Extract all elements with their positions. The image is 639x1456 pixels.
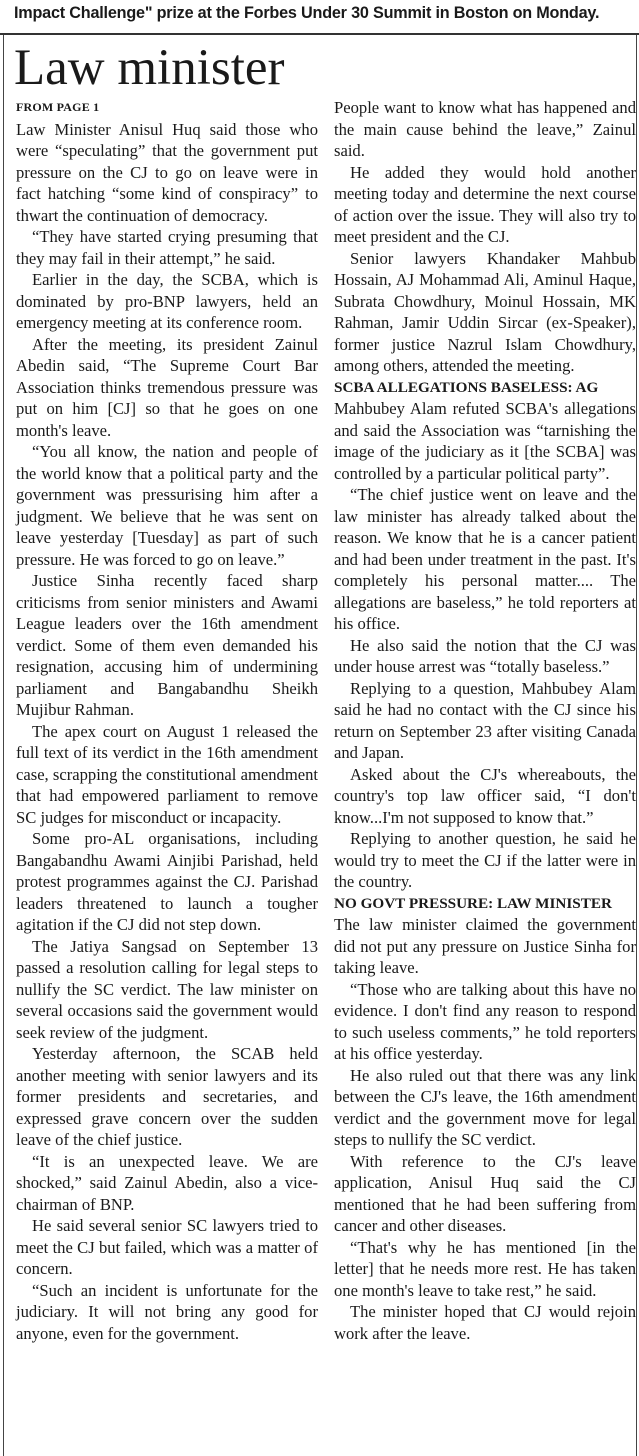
paragraph: Asked about the CJ's whereabouts, the country's top law officer said, “I don't know...I'm not supposed to know that.” (334, 764, 636, 827)
paragraph: Yesterday afternoon, the SCAB held another meeting with senior lawyers and its former presidents and secretaries, and expressed grave concern over the sudden leave of the chief justice. (16, 1044, 318, 1149)
paragraph: “Such an incident is unfortunate for the judiciary. It will not bring any good for anyone, even for the government. (16, 1280, 318, 1343)
paragraph: The minister hoped that CJ would rejoin work after the leave. (334, 1302, 636, 1343)
right-border-rule (636, 35, 637, 1456)
paragraph: “You all know, the nation and people of the world know that a political party and the government was pressurising him after a judgment. We believe that he was sent on leave yesterday [Tuesday] as part of such pressure. He was forced to go on leave.” (16, 442, 318, 569)
top-rule (0, 33, 639, 35)
paragraph: With reference to the CJ's leave application, Anisul Huq said the CJ mentioned that he had been suffering from cancer and other diseases. (334, 1151, 636, 1235)
paragraph: The law minister claimed the government did not put any pressure on Justice Sinha for taking leave. (334, 915, 636, 977)
paragraph: He also said the notion that the CJ was under house arrest was “totally baseless.” (334, 635, 636, 676)
kicker-from-page-1: FROM PAGE 1 (16, 100, 100, 114)
paragraph: Justice Sinha recently faced sharp criticisms from senior ministers and Awami League leaders over the 16th amendment verdict. Some of them even demanded his resignation, accusing him of undermining parliament and Bangabandhu Sheikh Mujibur Rahman. (16, 571, 318, 719)
paragraph: The Jatiya Sangsad on September 13 passed a resolution calling for legal steps to nullify the SC verdict. The law minister on several occasions said the government would seek review of the judgment. (16, 936, 318, 1042)
paragraph: He said several senior SC lawyers tried to meet the CJ but failed, which was a matter of concern. (16, 1216, 318, 1278)
left-column (16, 97, 318, 1344)
paragraph: Replying to another question, he said he would try to meet the CJ if the latter were in the country. (334, 829, 636, 891)
paragraph: Some pro-AL organisations, including Bangabandhu Awami Ainjibi Parishad, held protest programmes against the CJ. Parishad leaders threatened to launch a tougher agitation if the CJ did not step down. (16, 829, 318, 934)
top-continuation-line: Impact Challenge" prize at the Forbes Under 30 Summit in Boston on Monday. (14, 4, 600, 22)
paragraph: “Those who are talking about this have no evidence. I don't find any reason to respond to such useless comments,” he told reporters at his office yesterday. (334, 979, 636, 1063)
paragraph: People want to know what has happened and the main cause behind the leave,” Zainul said. (334, 98, 636, 160)
paragraph: After the meeting, its president Zainul Abedin said, “The Supreme Court Bar Association thinks tremendous pressure was put on him [CJ] so that he goes on one month's leave. (16, 334, 318, 440)
paragraph: He added they would hold another meeting today and determine the next course of action over the issue. They will also try to meet president and the CJ. (334, 162, 636, 246)
paragraph: Earlier in the day, the SCBA, which is dominated by pro-BNP lawyers, held an emergency meeting at its conference room. (16, 270, 318, 332)
paragraph: “It is an unexpected leave. We are shocked,” said Zainul Abedin, also a vice-chairman of BNP. (16, 1151, 318, 1214)
paragraph: Law Minister Anisul Huq said those who were “speculating” that the government put pressure on the CJ to go on leave were in fact hatching “some kind of conspiracy” to thwart the continuation of democracy. (16, 119, 318, 225)
paragraph: “They have started crying presuming that they may fail in their attempt,” he said. (16, 227, 318, 268)
paragraph: The apex court on August 1 released the full text of its verdict in the 16th amendment case, scrapping the constitutional amendment that had empowered parliament to remove SC judges for misconduct or incapacity. (16, 721, 318, 827)
subhead-scba-allegations: SCBA ALLEGATIONS BASELESS: AG (334, 378, 599, 396)
paragraph: Mahbubey Alam refuted SCBA's allegations and said the Association was “tarnishing the image of the judiciary as it [the SCBA] was controlled by a particular political party”. (334, 399, 636, 483)
paragraph: Replying to a question, Mahbubey Alam said he had no contact with the CJ since his return on September 23 after visiting Canada and Japan. (334, 678, 636, 762)
subhead-no-govt-pressure: NO GOVT PRESSURE: LAW MINISTER (334, 894, 612, 912)
paragraph: He also ruled out that there was any link between the CJ's leave, the 16th amendment verdict and the government move for legal steps to nullify the SC verdict. (334, 1065, 636, 1149)
headline: Law minister (14, 40, 285, 96)
paragraph: Senior lawyers Khandaker Mahbub Hossain, AJ Mohammad Ali, Aminul Haque, Subrata Chowdhury, Moinul Hossain, MK Rahman, Jamir Uddin Sircar (ex-Speaker), former justice Nazrul Islam Chowdhury, among others, attended the meeting. (334, 248, 636, 375)
left-border-rule (3, 35, 4, 1456)
paragraph: “The chief justice went on leave and the law minister has already talked about the reason. We know that he is a cancer patient and had been under treatment in the past. It's completely his personal matter.... The allegations are baseless,” he told reporters at his office. (334, 485, 636, 633)
paragraph: “That's why he has mentioned [in the letter] that he needs more rest. He has taken one month's leave to take rest,” he said. (334, 1237, 636, 1300)
right-column (334, 97, 636, 1344)
